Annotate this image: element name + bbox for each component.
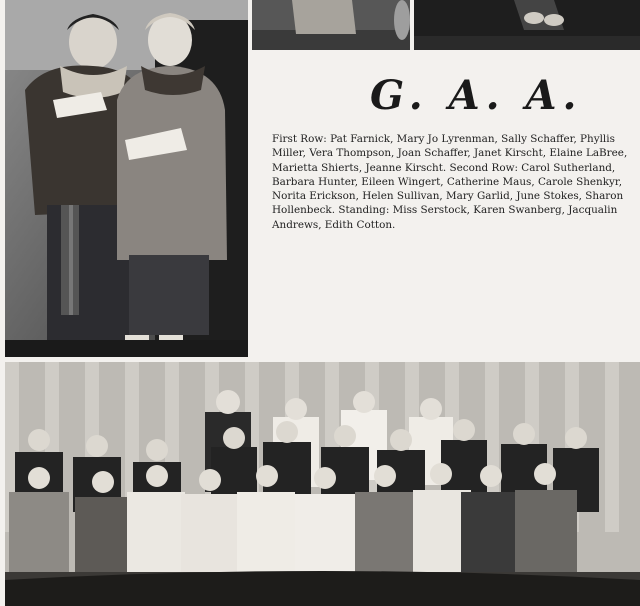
- top-partial-photo-right-drawing: [414, 0, 640, 50]
- page-heading: G. A. A.: [370, 72, 583, 119]
- top-partial-photo-right: [414, 0, 640, 50]
- top-partial-photo-left: [252, 0, 410, 50]
- group-photo: [5, 362, 640, 606]
- top-partial-photo-left-drawing: [252, 0, 410, 50]
- group-photo-drawing: [5, 362, 640, 606]
- skaters-photo: [5, 0, 248, 357]
- skaters-photo-drawing: [5, 0, 248, 357]
- group-caption: First Row: Pat Farnick, Mary Jo Lyrenman, Sally Schaffer, Phyllis Miller, Vera Thompson, Joan Schaffer, Janet Kirscht, Elaine LaBree, Marietta Shierts, Jeanne Kirscht. Second Row: Carol Sutherland, Barbara Hunter, Eileen Wingert, Catherine Maus, Carole Shenkyr, Norita Erickson, Helen Sullivan, Mary Garlid, June Stokes, Sharon Hollenbeck. Standing: Miss Serstock, Karen Swanberg, Jacqualin Andrews, Edith Cotton.: [272, 133, 628, 231]
